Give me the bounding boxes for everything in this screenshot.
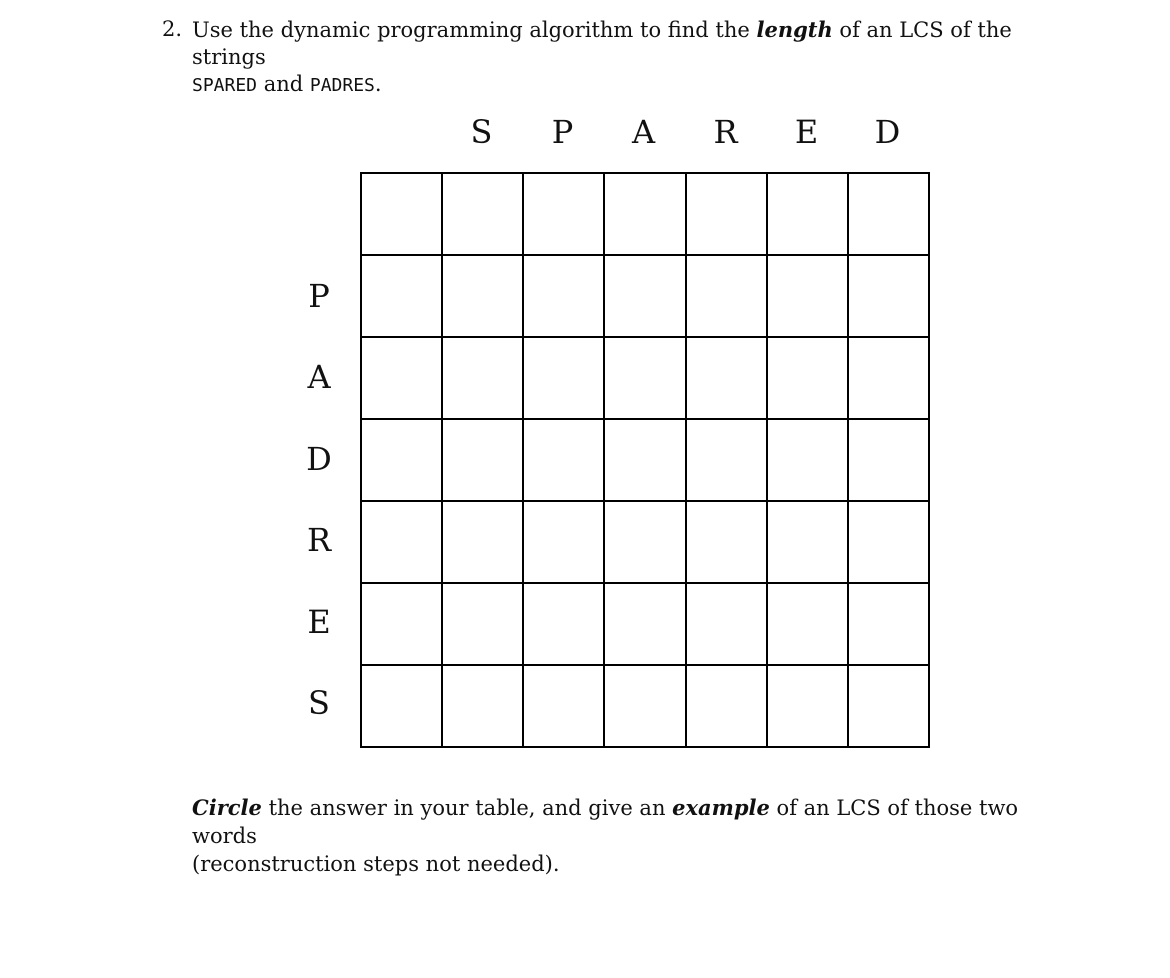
table-row [361, 419, 929, 501]
table-cell[interactable] [523, 665, 604, 747]
table-cell[interactable] [767, 583, 848, 665]
table-cell[interactable] [604, 419, 685, 501]
table-cell[interactable] [848, 255, 929, 337]
table-cell[interactable] [686, 419, 767, 501]
table-cell[interactable] [686, 665, 767, 747]
table-cell[interactable] [442, 501, 523, 583]
table-cell[interactable] [686, 337, 767, 419]
table-row [361, 501, 929, 583]
table-cell[interactable] [686, 173, 767, 255]
string-two: PADRES [309, 75, 375, 96]
table-cell[interactable] [767, 419, 848, 501]
row-letter: R [306, 521, 332, 559]
table-cell[interactable] [604, 255, 685, 337]
row-letter: P [308, 277, 330, 315]
table-cell[interactable] [361, 665, 442, 747]
row-letter: D [306, 440, 332, 478]
instruction-text-2: of an LCS of those two words [192, 796, 1019, 848]
emphasis-length: length [756, 17, 833, 42]
table-cell[interactable] [361, 337, 442, 419]
table-cell[interactable] [523, 337, 604, 419]
table-cell[interactable] [686, 255, 767, 337]
table-cell[interactable] [361, 583, 442, 665]
table-cell[interactable] [604, 583, 685, 665]
table-cell[interactable] [604, 501, 685, 583]
table-cell[interactable] [442, 665, 523, 747]
table-cell[interactable] [848, 583, 929, 665]
table-cell[interactable] [848, 501, 929, 583]
table-cell[interactable] [848, 665, 929, 747]
row-letter: A [307, 358, 331, 396]
table-cell[interactable] [442, 583, 523, 665]
table-cell[interactable] [604, 337, 685, 419]
table-cell[interactable] [848, 173, 929, 255]
table-row [361, 255, 929, 337]
problem-text-start: Use the dynamic programming algorithm to find the [192, 18, 757, 42]
table-cell[interactable] [361, 419, 442, 501]
table-cell[interactable] [361, 255, 442, 337]
row-letter: S [308, 684, 330, 722]
problem-number: 2. [162, 17, 183, 41]
instructions [192, 794, 1042, 878]
table-cell[interactable] [686, 501, 767, 583]
table-cell[interactable] [361, 173, 442, 255]
problem-text-middle: of an LCS of the strings [192, 18, 1012, 69]
table-cell[interactable] [767, 255, 848, 337]
row-letter: E [307, 603, 331, 641]
table-row [361, 665, 929, 747]
table-cell[interactable] [686, 583, 767, 665]
table-cell[interactable] [523, 173, 604, 255]
table-cell[interactable] [442, 255, 523, 337]
table-cell[interactable] [442, 419, 523, 501]
table-cell[interactable] [767, 665, 848, 747]
table-cell[interactable] [848, 337, 929, 419]
table-cell[interactable] [523, 419, 604, 501]
table-cell[interactable] [523, 501, 604, 583]
table-cell[interactable] [604, 173, 685, 255]
table-row [361, 583, 929, 665]
table-row [361, 173, 929, 255]
table-cell[interactable] [767, 173, 848, 255]
table-row [361, 337, 929, 419]
column-letter: D [874, 113, 901, 151]
column-letter: S [470, 113, 493, 151]
problem-text [192, 16, 1042, 99]
end-punctuation: . [374, 72, 382, 96]
table-cell[interactable] [604, 665, 685, 747]
column-letter: E [794, 113, 819, 151]
table-cell[interactable] [767, 337, 848, 419]
lcs-table [360, 172, 930, 748]
table-cell[interactable] [361, 501, 442, 583]
string-one: SPARED [192, 75, 258, 96]
table-cell[interactable] [442, 173, 523, 255]
table-cell[interactable] [442, 337, 523, 419]
table-cell[interactable] [848, 419, 929, 501]
instruction-text: the answer in your table, and give an [261, 796, 673, 820]
table-cell[interactable] [523, 255, 604, 337]
instruction-note: (reconstruction steps not needed). [192, 852, 560, 876]
problem-statement [162, 16, 1042, 99]
table-cell[interactable] [767, 501, 848, 583]
connector-text: and [257, 72, 310, 96]
emphasis-circle: Circle [192, 795, 262, 820]
table-cell[interactable] [523, 583, 604, 665]
column-letter: R [713, 113, 738, 151]
column-letter: A [631, 113, 656, 151]
emphasis-example: example [672, 795, 770, 820]
column-letter: P [551, 113, 574, 151]
